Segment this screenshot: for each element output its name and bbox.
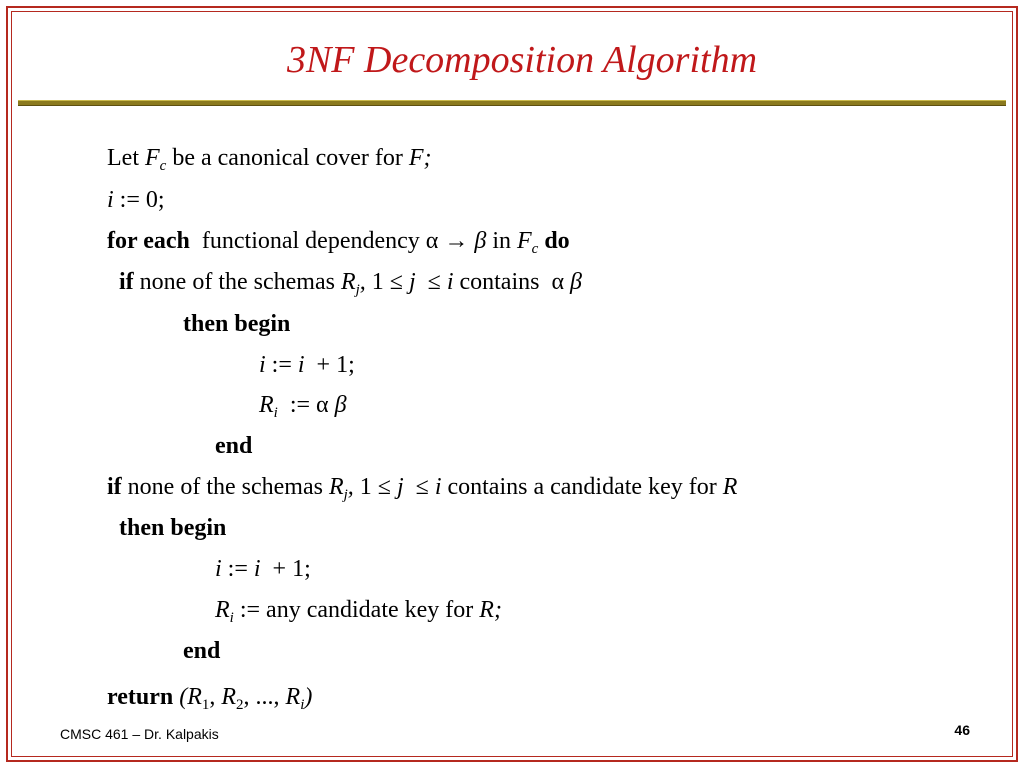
footer-course-author: CMSC 461 – Dr. Kalpakis xyxy=(60,726,219,742)
slide-border-inner xyxy=(11,11,1013,757)
algorithm-line: i := 0; xyxy=(107,187,165,213)
algorithm-line: end xyxy=(215,433,253,459)
algorithm-line: i := i + 1; xyxy=(215,556,311,582)
algorithm-line: return ($R_1$, $R_2$, ..., $R_i$) xyxy=(107,684,313,713)
algorithm-line: Let $F_c$ be a canonical cover for F; xyxy=(107,145,432,174)
title-divider xyxy=(18,100,1006,106)
algorithm-line: for each functional dependency α → β in $F_c$ do xyxy=(107,228,570,257)
page-number: 46 xyxy=(954,722,970,738)
algorithm-line: end xyxy=(183,638,221,664)
algorithm-line: then begin xyxy=(183,311,291,337)
algorithm-line: i := i + 1; xyxy=(259,352,355,378)
algorithm-line: if none of the schemas $R_j$, 1 ≤ j ≤ i contains a candidate key for R xyxy=(107,474,738,503)
slide-title: 3NF Decomposition Algorithm xyxy=(286,39,758,81)
algorithm-line: then begin xyxy=(119,515,227,541)
algorithm-line: if none of the schemas $R_j$, 1 ≤ j ≤ i contains α β xyxy=(119,269,582,298)
algorithm-line: $R_i$ := any candidate key for R; xyxy=(215,597,502,626)
algorithm-line: $R_i$ := α β xyxy=(259,392,347,421)
